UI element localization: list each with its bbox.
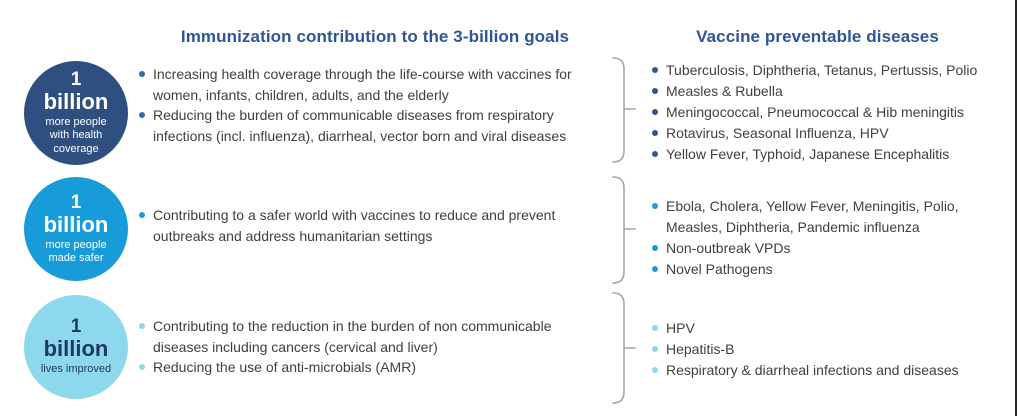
circle-caption: more people with health coverage [45, 116, 107, 155]
bullet-icon [652, 346, 658, 352]
brace-icon [610, 56, 638, 164]
circle-number: 1 [70, 191, 82, 213]
list-item: Reducing the use of anti-microbials (AMR) [136, 357, 596, 378]
goal-list-made-safer [136, 205, 596, 246]
left-column-title: Immunization contribution to the 3-billion goals [180, 27, 570, 46]
bullet-icon [652, 266, 658, 272]
bullet-icon [652, 203, 658, 209]
circle-unit: billion [43, 336, 109, 362]
bullet-icon [139, 323, 145, 329]
bullet-icon [652, 367, 658, 373]
bullet-icon [652, 88, 658, 94]
list-item: Meningococcal, Pneumococcal & Hib meningitis [649, 102, 1001, 123]
list-item: Yellow Fever, Typhoid, Japanese Encephalitis [649, 144, 1001, 165]
circle-unit: billion [43, 211, 109, 237]
bullet-icon [139, 112, 145, 118]
bullet-icon [652, 109, 658, 115]
goal-list-lives-improved [136, 316, 596, 378]
bullet-icon [652, 130, 658, 136]
goal-circle-made-safer [24, 177, 128, 281]
disease-list-2 [649, 196, 1001, 280]
circle-number: 1 [70, 69, 82, 91]
circle-number: 1 [70, 316, 82, 338]
list-item: Tuberculosis, Diphtheria, Tetanus, Pertussis, Polio [649, 60, 1001, 81]
brace-icon [610, 175, 638, 285]
disease-list-1 [649, 60, 1001, 165]
list-item: Measles & Rubella [649, 81, 1001, 102]
list-item: HPV [649, 318, 1001, 339]
list-item: Ebola, Cholera, Yellow Fever, Meningitis, Polio, Measles, Diphtheria, Pandemic influenza [649, 196, 1001, 238]
list-item: Reducing the burden of communicable diseases from respiratory infections (incl. influenza), diarrheal, vector born and viral diseases [136, 105, 596, 146]
list-item: Increasing health coverage through the life-course with vaccines for women, infants, children, adults, and the elderly [136, 64, 596, 105]
bullet-icon [652, 245, 658, 251]
list-item: Rotavirus, Seasonal Influenza, HPV [649, 123, 1001, 144]
window-right-edge [1015, 0, 1017, 416]
circle-unit: billion [43, 89, 109, 115]
list-item: Non-outbreak VPDs [649, 238, 1001, 259]
brace-icon [610, 291, 638, 405]
right-column-title: Vaccine preventable diseases [696, 27, 939, 46]
list-item: Contributing to the reduction in the burden of non communicable diseases including cancers (cervical and liver) [136, 316, 596, 357]
goal-circle-health-coverage [24, 61, 128, 165]
bullet-icon [652, 151, 658, 157]
bullet-icon [139, 212, 145, 218]
list-item: Hepatitis-B [649, 339, 1001, 360]
circle-caption: more people made safer [45, 238, 107, 264]
list-item: Novel Pathogens [649, 259, 1001, 280]
bullet-icon [652, 325, 658, 331]
bullet-icon [139, 71, 145, 77]
list-item: Contributing to a safer world with vaccines to reduce and prevent outbreaks and address humanitarian settings [136, 205, 596, 246]
bullet-icon [139, 364, 145, 370]
goal-circle-lives-improved [24, 295, 128, 399]
bullet-icon [652, 67, 658, 73]
circle-caption: lives improved [40, 363, 112, 376]
disease-list-3 [649, 318, 1001, 381]
list-item: Respiratory & diarrheal infections and diseases [649, 360, 1001, 381]
goal-list-health-coverage [136, 64, 596, 146]
